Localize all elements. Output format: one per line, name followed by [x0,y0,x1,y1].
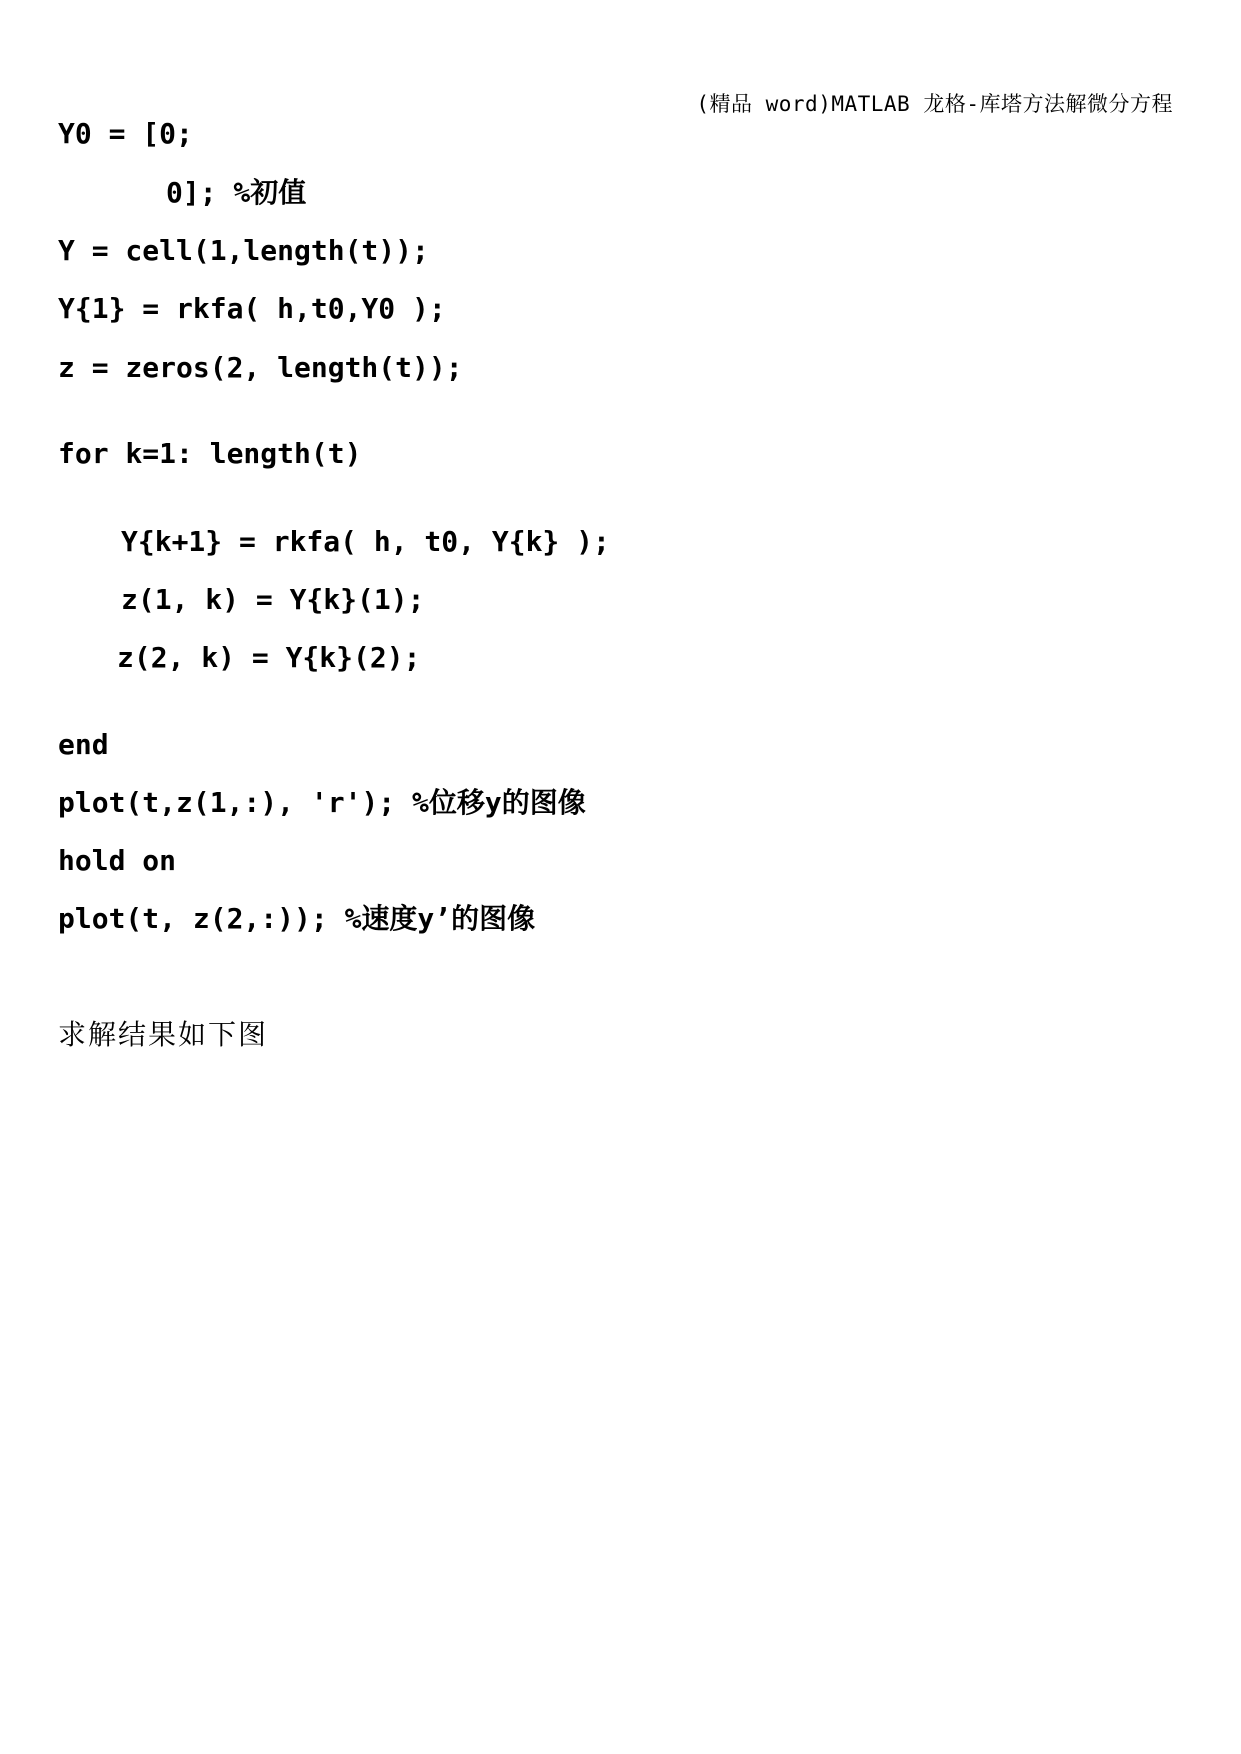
page-header: (精品 word)MATLAB 龙格-库塔方法解微分方程 [696,92,1173,116]
code-line: z(2, k) = Y{k}(2); [117,641,421,674]
code-line: plot(t, z(2,:)); %速度y’的图像 [58,902,536,935]
result-caption: 求解结果如下图 [58,1018,269,1051]
code-line: z(1, k) = Y{k}(1); [121,583,425,616]
code-line: Y{1} = rkfa( h,t0,Y0 ); [58,292,446,325]
code-line: 0]; %初值 [166,176,307,209]
code-line: Y{k+1} = rkfa( h, t0, Y{k} ); [121,525,610,558]
code-line: end [58,728,109,761]
code-line: plot(t,z(1,:), 'r'); %位移y的图像 [58,786,586,819]
code-line: for k=1: length(t) [58,437,362,470]
code-line: hold on [58,844,177,877]
code-line: Y0 = [0; [58,117,193,150]
code-line: Y = cell(1,length(t)); [58,234,429,267]
code-line: z = zeros(2, length(t)); [58,351,463,384]
